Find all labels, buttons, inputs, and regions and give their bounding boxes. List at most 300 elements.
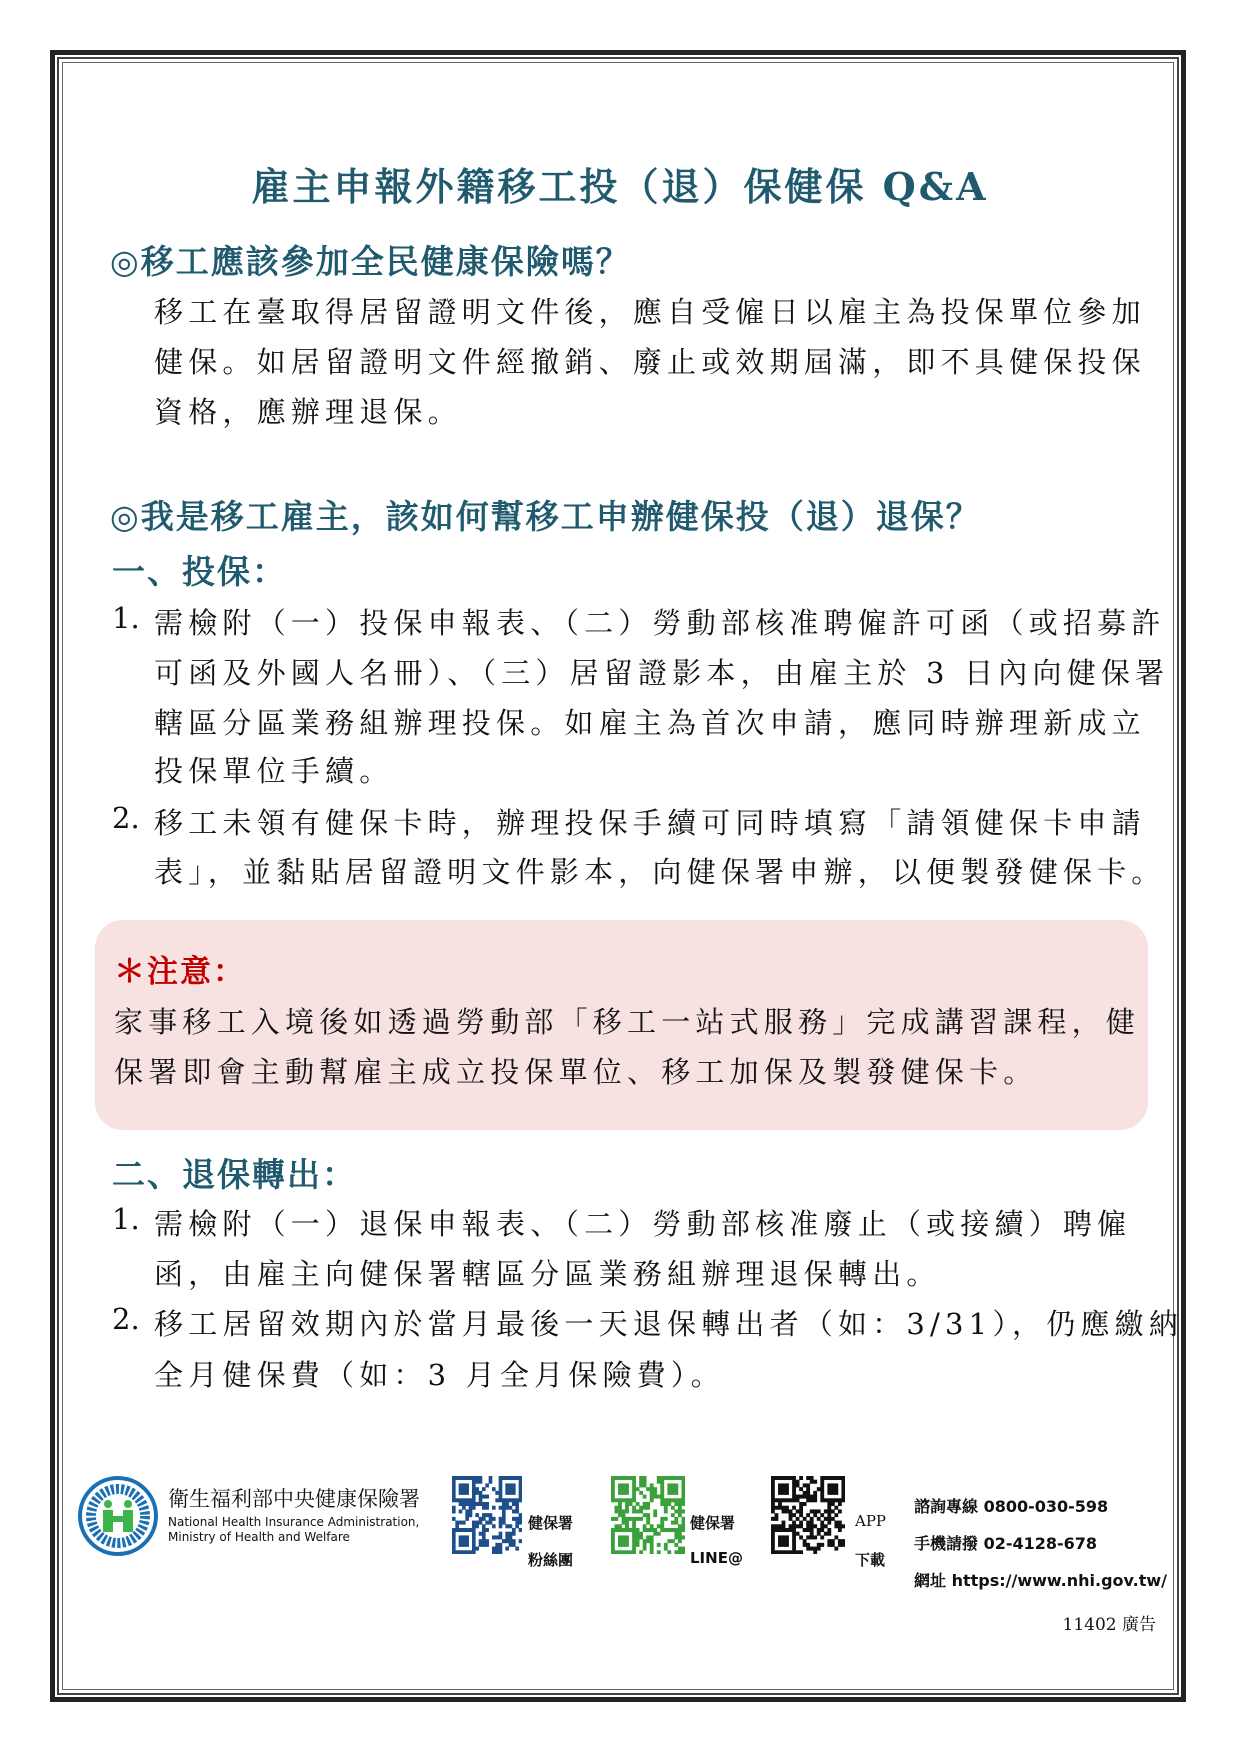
- qr-module: [678, 1513, 682, 1517]
- qr-module: [622, 1521, 626, 1525]
- qr-module: [827, 1502, 831, 1506]
- qr-module: [678, 1528, 682, 1532]
- qr-module: [778, 1476, 782, 1480]
- qr-module: [485, 1521, 489, 1525]
- qr-module: [622, 1543, 626, 1547]
- org-name-zh: 衛生福利部中央健康保險署: [168, 1487, 420, 1511]
- enroll-item-1-line: 需檢附（一）投保申報表、（二）勞動部核准聘僱許可函（或招募許: [154, 606, 1166, 640]
- qr-module: [639, 1491, 643, 1495]
- qr-module: [778, 1483, 782, 1487]
- qr-module: [674, 1491, 678, 1495]
- qr-module: [455, 1528, 459, 1532]
- qr-module: [664, 1506, 668, 1510]
- qr-module: [827, 1539, 831, 1543]
- qr-module: [771, 1517, 775, 1521]
- qr-module: [646, 1535, 650, 1539]
- qr-module: [681, 1547, 685, 1551]
- qr-module: [615, 1506, 619, 1510]
- qr-module: [657, 1543, 661, 1547]
- qr-label: 粉絲團: [528, 1551, 574, 1569]
- qr-module: [472, 1547, 476, 1551]
- qr-module: [632, 1521, 636, 1525]
- qr-module: [827, 1521, 831, 1525]
- qr-module: [509, 1487, 513, 1491]
- qr-module: [810, 1509, 814, 1513]
- qr-module: [632, 1517, 636, 1521]
- qr-module: [462, 1550, 466, 1554]
- qr-module: [806, 1491, 810, 1495]
- qr-module: [482, 1495, 486, 1499]
- qr-module: [625, 1502, 629, 1506]
- qr-module: [796, 1480, 800, 1484]
- qr-module: [650, 1543, 654, 1547]
- qr-module: [625, 1524, 629, 1528]
- qr-module: [813, 1547, 817, 1551]
- qr-module: [625, 1528, 629, 1532]
- page-title: 雇主申報外籍移工投（退）保健保 Q&A: [251, 164, 989, 209]
- qr-module: [499, 1547, 503, 1551]
- qr-module: [632, 1491, 636, 1495]
- qr-module: [495, 1547, 499, 1551]
- qr-module: [834, 1476, 838, 1480]
- qr-module: [771, 1509, 775, 1513]
- qr-module: [472, 1483, 476, 1487]
- qr-module: [618, 1506, 622, 1510]
- qr-module: [667, 1528, 671, 1532]
- qr-module: [512, 1539, 516, 1543]
- qr-module: [499, 1487, 503, 1491]
- qr-module: [472, 1532, 476, 1536]
- qr-module: [618, 1502, 622, 1506]
- qr-module: [827, 1513, 831, 1517]
- qr-module: [806, 1521, 810, 1525]
- qr-module: [505, 1535, 509, 1539]
- qr-module: [820, 1487, 824, 1491]
- qr-module: [782, 1483, 786, 1487]
- qr-module: [831, 1491, 835, 1495]
- qr-module: [643, 1495, 647, 1499]
- qr-module: [792, 1550, 796, 1554]
- qr-module: [838, 1524, 842, 1528]
- qr-module: [831, 1502, 835, 1506]
- qr-module: [492, 1506, 496, 1510]
- qr-module: [499, 1543, 503, 1547]
- qr-module: [611, 1483, 615, 1487]
- qr-module: [810, 1547, 814, 1551]
- qr-module: [611, 1480, 615, 1484]
- qr-module: [465, 1476, 469, 1480]
- qr-module: [512, 1476, 516, 1480]
- qr-module: [622, 1535, 626, 1539]
- qr-module: [643, 1502, 647, 1506]
- qr-module: [667, 1498, 671, 1502]
- qr-module: [492, 1535, 496, 1539]
- qr-module: [509, 1483, 513, 1487]
- qr-module: [459, 1483, 463, 1487]
- qr-module: [792, 1528, 796, 1532]
- qr-module: [625, 1498, 629, 1502]
- qr-module: [841, 1483, 845, 1487]
- qr-module: [671, 1528, 675, 1532]
- qr-module: [643, 1543, 647, 1547]
- qr-module: [452, 1506, 456, 1510]
- qr-module: [678, 1509, 682, 1513]
- qr-module: [646, 1528, 650, 1532]
- qr-module: [512, 1483, 516, 1487]
- qr-module: [472, 1521, 476, 1525]
- qr-module: [465, 1550, 469, 1554]
- qr-module: [803, 1502, 807, 1506]
- qr-module: [681, 1528, 685, 1532]
- qr-module: [681, 1524, 685, 1528]
- qr-module: [796, 1498, 800, 1502]
- qr-module: [632, 1524, 636, 1528]
- qr-module: [625, 1487, 629, 1491]
- qr-module: [646, 1487, 650, 1491]
- qr-module: [838, 1539, 842, 1543]
- qr-module: [462, 1535, 466, 1539]
- qr-module: [838, 1509, 842, 1513]
- qr-module: [502, 1498, 506, 1502]
- qr-module: [771, 1532, 775, 1536]
- qr-module: [452, 1491, 456, 1495]
- qr-module: [657, 1532, 661, 1536]
- qr-module: [775, 1550, 779, 1554]
- qr-module: [643, 1539, 647, 1543]
- qr-module: [782, 1550, 786, 1554]
- qr-module: [519, 1498, 522, 1502]
- qr-module: [834, 1483, 838, 1487]
- qr-module: [820, 1498, 824, 1502]
- qr-module: [782, 1539, 786, 1543]
- qr-module: [469, 1502, 473, 1506]
- qr-module: [806, 1495, 810, 1499]
- qr-module: [792, 1506, 796, 1510]
- qr-module: [459, 1528, 463, 1532]
- qr-module: [782, 1491, 786, 1495]
- qr-module: [499, 1550, 503, 1554]
- qr-module: [462, 1543, 466, 1547]
- qr-module: [482, 1539, 486, 1543]
- qr-module: [813, 1491, 817, 1495]
- qr-module: [820, 1521, 824, 1525]
- qr-module: [611, 1476, 615, 1480]
- qr-module: [664, 1517, 668, 1521]
- qr-module: [778, 1502, 782, 1506]
- qr-module: [834, 1535, 838, 1539]
- qr-module: [459, 1491, 463, 1495]
- qr-module: [515, 1524, 519, 1528]
- qr-module: [492, 1487, 496, 1491]
- qr-module: [492, 1547, 496, 1551]
- qr-module: [639, 1517, 643, 1521]
- qr-module: [681, 1509, 685, 1513]
- qr-module: [778, 1539, 782, 1543]
- qr-module: [771, 1476, 775, 1480]
- qr-module: [785, 1543, 789, 1547]
- qr-module: [505, 1539, 509, 1543]
- qr-module: [681, 1502, 685, 1506]
- qr-module: [615, 1550, 619, 1554]
- qr-module: [810, 1517, 814, 1521]
- qr-module: [646, 1517, 650, 1521]
- qr-module: [817, 1543, 821, 1547]
- qr-module: [618, 1535, 622, 1539]
- qr-module: [499, 1491, 503, 1495]
- list-number: 2.: [112, 1302, 140, 1336]
- qr-module: [824, 1524, 828, 1528]
- qr-module: [841, 1524, 845, 1528]
- qr-module: [834, 1498, 838, 1502]
- qr-module: [671, 1539, 675, 1543]
- qr-module: [646, 1539, 650, 1543]
- qr-module: [482, 1528, 486, 1532]
- qr-module: [452, 1517, 456, 1521]
- qr-module: [485, 1528, 489, 1532]
- qr-module: [681, 1483, 685, 1487]
- qr-module: [615, 1524, 619, 1528]
- withdraw-heading: 二、退保轉出：: [112, 1155, 357, 1194]
- qr-module: [681, 1498, 685, 1502]
- qr-module: [459, 1502, 463, 1506]
- qr-module: [681, 1491, 685, 1495]
- q2-heading: ◎我是移工雇主，該如何幫移工申辦健保投（退）退保？: [110, 497, 981, 536]
- qr-module: [643, 1513, 647, 1517]
- qr-module: [459, 1550, 463, 1554]
- qr-module: [792, 1513, 796, 1517]
- qr-module: [509, 1491, 513, 1495]
- qr-module: [657, 1480, 661, 1484]
- qr-module: [796, 1524, 800, 1528]
- qr-module: [502, 1509, 506, 1513]
- qr-module: [489, 1513, 493, 1517]
- facebook-qr-code[interactable]: [452, 1476, 522, 1554]
- qr-module: [625, 1535, 629, 1539]
- qr-module: [632, 1506, 636, 1510]
- qr-module: [646, 1502, 650, 1506]
- qr-module: [489, 1476, 493, 1480]
- qr-module: [512, 1517, 516, 1521]
- qr-module: [469, 1476, 473, 1480]
- qr-module: [646, 1513, 650, 1517]
- qr-module: [650, 1550, 654, 1554]
- qr-module: [512, 1532, 516, 1536]
- qr-module: [671, 1491, 675, 1495]
- qr-module: [632, 1483, 636, 1487]
- qr-module: [509, 1539, 513, 1543]
- qr-module: [469, 1513, 473, 1517]
- qr-module: [452, 1539, 456, 1543]
- withdraw-item-2-line: 全月健保費（如：3 月全月保險費）。: [154, 1358, 725, 1392]
- qr-module: [462, 1498, 466, 1502]
- qr-module: [519, 1483, 522, 1487]
- qr-module: [622, 1476, 626, 1480]
- qr-module: [827, 1506, 831, 1510]
- qr-module: [495, 1535, 499, 1539]
- qr-module: [806, 1547, 810, 1551]
- website-link[interactable]: 網址 https://www.nhi.gov.tw/: [914, 1571, 1167, 1590]
- qr-module: [778, 1491, 782, 1495]
- qr-module: [674, 1550, 678, 1554]
- qr-module: [462, 1506, 466, 1510]
- qr-module: [625, 1521, 629, 1525]
- qr-module: [785, 1506, 789, 1510]
- qr-module: [771, 1487, 775, 1491]
- qr-module: [678, 1535, 682, 1539]
- qr-module: [782, 1543, 786, 1547]
- qr-module: [618, 1491, 622, 1495]
- qr-module: [789, 1476, 793, 1480]
- qr-module: [841, 1543, 845, 1547]
- qr-module: [671, 1483, 675, 1487]
- qr-module: [618, 1483, 622, 1487]
- qr-module: [810, 1532, 814, 1536]
- list-number: 2.: [112, 801, 140, 835]
- qr-module: [817, 1528, 821, 1532]
- qr-module: [479, 1495, 483, 1499]
- qr-module: [806, 1487, 810, 1491]
- qr-module: [472, 1539, 476, 1543]
- enroll-item-2-line: 移工未領有健保卡時，辦理投保手續可同時填寫「請領健保卡申請: [154, 806, 1146, 840]
- qr-module: [459, 1521, 463, 1525]
- qr-module: [636, 1535, 640, 1539]
- qr-module: [824, 1532, 828, 1536]
- qr-module: [472, 1487, 476, 1491]
- qr-module: [475, 1491, 479, 1495]
- qr-module: [681, 1487, 685, 1491]
- qr-module: [813, 1524, 817, 1528]
- qr-module: [465, 1498, 469, 1502]
- qr-module: [810, 1535, 814, 1539]
- qr-module: [462, 1521, 466, 1525]
- qr-module: [505, 1491, 509, 1495]
- qr-module: [789, 1550, 793, 1554]
- qr-module: [820, 1476, 824, 1480]
- qr-module: [827, 1532, 831, 1536]
- qr-module: [636, 1543, 640, 1547]
- qr-module: [838, 1543, 842, 1547]
- qr-module: [650, 1539, 654, 1543]
- qr-module: [792, 1480, 796, 1484]
- qr-module: [650, 1524, 654, 1528]
- qr-module: [636, 1532, 640, 1536]
- enroll-item-1-line: 轄區分區業務組辦理投保。如雇主為首次申請，應同時辦理新成立: [154, 706, 1146, 740]
- qr-module: [629, 1517, 633, 1521]
- qr-module: [465, 1491, 469, 1495]
- qr-module: [519, 1476, 522, 1480]
- withdraw-item-1-line: 函，由雇主向健保署轄區分區業務組辦理退保轉出。: [154, 1257, 941, 1291]
- qr-module: [636, 1528, 640, 1532]
- qr-module: [796, 1495, 800, 1499]
- qr-module: [502, 1539, 506, 1543]
- qr-module: [681, 1480, 685, 1484]
- qr-module: [838, 1476, 842, 1480]
- qr-module: [681, 1476, 685, 1480]
- qr-module: [785, 1498, 789, 1502]
- qr-module: [452, 1498, 456, 1502]
- qr-module: [639, 1483, 643, 1487]
- qr-module: [459, 1535, 463, 1539]
- qr-module: [499, 1495, 503, 1499]
- qr-module: [674, 1528, 678, 1532]
- app-qr-code[interactable]: [771, 1476, 845, 1554]
- qr-module: [771, 1502, 775, 1506]
- qr-module: [509, 1543, 513, 1547]
- qr-module: [834, 1491, 838, 1495]
- qr-module: [472, 1524, 476, 1528]
- qr-module: [803, 1495, 807, 1499]
- qr-module: [657, 1495, 661, 1499]
- qr-module: [799, 1513, 803, 1517]
- qr-module: [653, 1495, 657, 1499]
- qr-module: [519, 1528, 522, 1532]
- qr-module: [465, 1543, 469, 1547]
- qr-module: [664, 1509, 668, 1513]
- qr-module: [792, 1532, 796, 1536]
- qr-module: [455, 1498, 459, 1502]
- qr-module: [806, 1535, 810, 1539]
- qr-module: [824, 1498, 828, 1502]
- qr-module: [472, 1476, 476, 1480]
- qr-module: [622, 1528, 626, 1532]
- qr-module: [629, 1528, 633, 1532]
- qr-module: [465, 1528, 469, 1532]
- qr-module: [459, 1539, 463, 1543]
- qr-module: [785, 1509, 789, 1513]
- qr-module: [653, 1487, 657, 1491]
- q1-heading: ◎移工應該參加全民健康保險嗎？: [110, 242, 631, 281]
- qr-module: [660, 1528, 664, 1532]
- qr-module: [657, 1524, 661, 1528]
- qr-module: [632, 1498, 636, 1502]
- qr-module: [799, 1487, 803, 1491]
- qr-module: [512, 1491, 516, 1495]
- qr-module: [625, 1509, 629, 1513]
- qr-module: [796, 1483, 800, 1487]
- qr-module: [831, 1498, 835, 1502]
- qr-module: [611, 1547, 615, 1551]
- qr-module: [834, 1506, 838, 1510]
- qr-module: [482, 1524, 486, 1528]
- qr-module: [611, 1498, 615, 1502]
- qr-module: [782, 1498, 786, 1502]
- qr-module: [831, 1483, 835, 1487]
- qr-label: 下載: [855, 1551, 886, 1569]
- qr-module: [472, 1543, 476, 1547]
- qr-module: [785, 1491, 789, 1495]
- qr-module: [806, 1483, 810, 1487]
- qr-module: [615, 1498, 619, 1502]
- qr-module: [827, 1543, 831, 1547]
- qr-module: [502, 1517, 506, 1521]
- qr-module: [778, 1524, 782, 1528]
- line-qr-code[interactable]: [611, 1476, 685, 1554]
- enroll-item-2-line: 表」，並黏貼居留證明文件影本，向健保署申辦，以便製發健保卡。: [154, 855, 1166, 889]
- qr-module: [838, 1502, 842, 1506]
- qr-module: [465, 1539, 469, 1543]
- qr-module: [632, 1547, 636, 1551]
- qr-module: [771, 1495, 775, 1499]
- qr-module: [681, 1535, 685, 1539]
- qr-module: [792, 1547, 796, 1551]
- qr-module: [820, 1491, 824, 1495]
- qr-module: [479, 1480, 483, 1484]
- qr-module: [778, 1487, 782, 1491]
- qr-module: [820, 1528, 824, 1532]
- qr-module: [643, 1483, 647, 1487]
- qr-module: [643, 1524, 647, 1528]
- qr-module: [495, 1498, 499, 1502]
